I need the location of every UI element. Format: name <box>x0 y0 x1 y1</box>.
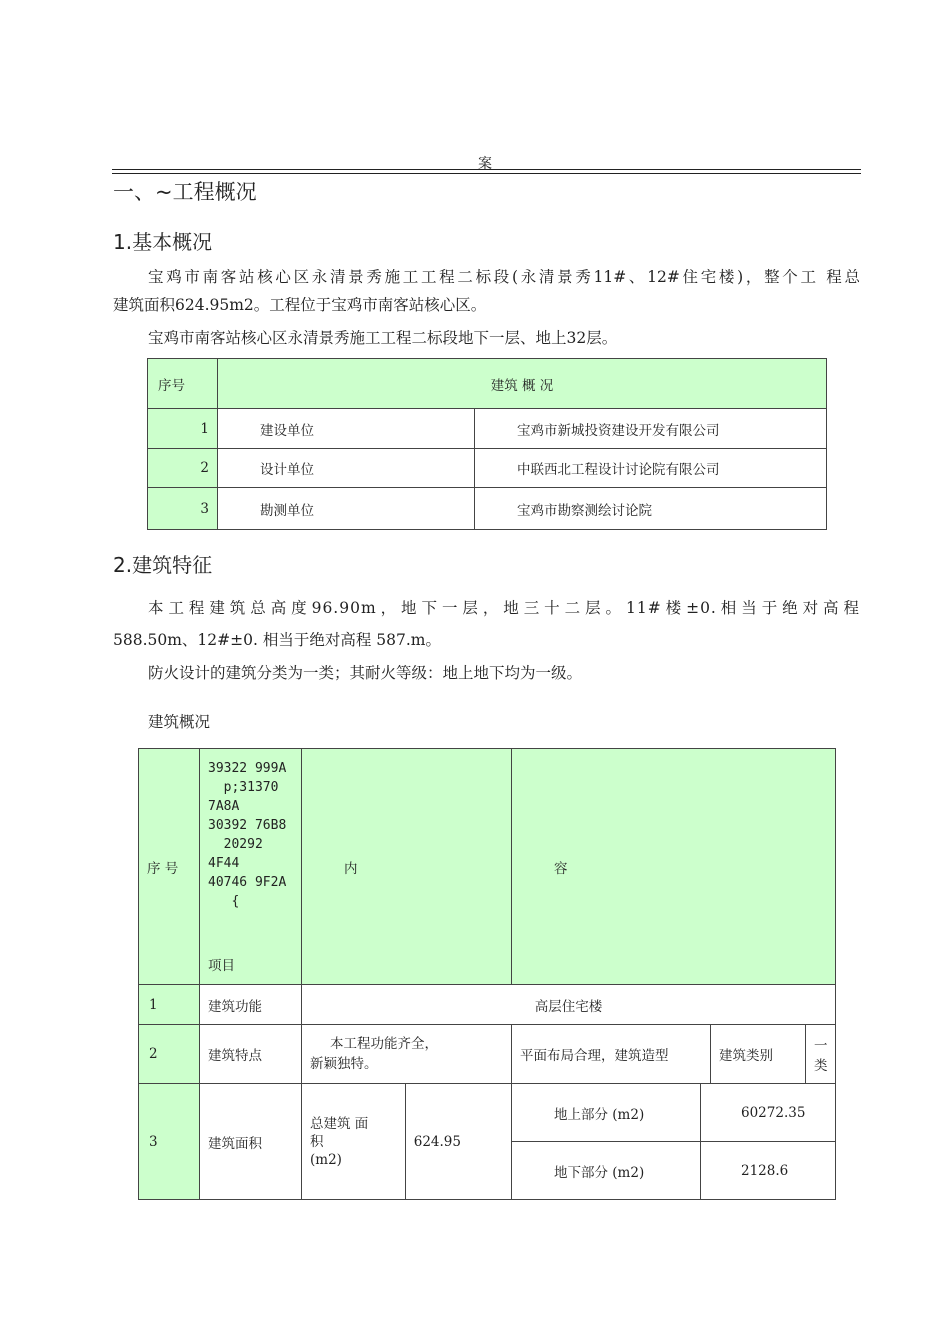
section1-para1-line1: 宝鸡市南客站核心区永清景秀施工工程二标段(永清景秀11#、12#住宅楼)，整个工 程总 <box>148 268 860 286</box>
total-area-value: 624.95 <box>405 1084 511 1200</box>
row-label: 勘测单位 <box>218 488 475 530</box>
row-value: 中联西北工程设计讨论院有限公司 <box>475 449 827 488</box>
feature-text-2: 平面布局合理，建筑造型 <box>512 1025 711 1084</box>
section1-para2: 宝鸡市南客站核心区永清景秀施工工程二标段地下一层、地上32层。 <box>148 329 618 347</box>
feature-text-1-line1: 本工程功能齐全， <box>330 1036 438 1052</box>
th-seq: 序号 <box>148 359 218 409</box>
row-label: 建设单位 <box>218 409 475 449</box>
section1-title: 一、~工程概况 <box>113 180 257 204</box>
section2-para1-line1: 本工程建筑总高度96.90m，地下一层，地三十二层。11#楼±0.相当于绝对高程 <box>148 599 860 617</box>
th-seq: 序 号 <box>139 749 200 985</box>
feature-text-1 <box>302 1025 512 1084</box>
th-item <box>200 749 302 985</box>
total-area-label-line1: 总建筑 面 <box>310 1115 369 1132</box>
header-rule-bottom <box>112 173 861 174</box>
total-area-label-line2: 积 <box>310 1133 324 1150</box>
overview-table <box>147 358 827 530</box>
section2-para1-line2: 588.50m、12#±0. 相当于绝对高程 587.m。 <box>113 631 441 649</box>
header-rule-top <box>112 169 861 170</box>
building-table <box>138 748 836 1200</box>
row-value: 宝鸡市新城投资建设开发有限公司 <box>475 409 827 449</box>
row-label: 设计单位 <box>218 449 475 488</box>
feature-text-1-line2: 新颖独特。 <box>310 1056 378 1072</box>
th-nei: 内 <box>302 749 512 985</box>
category-value: 一类 <box>806 1025 836 1084</box>
below-ground-label: 地下部分 (m2) <box>512 1142 701 1200</box>
th-rong: 容 <box>512 749 836 985</box>
row-label: 建筑功能 <box>200 985 302 1025</box>
row-seq: 1 <box>139 985 200 1025</box>
table-caption: 建筑概况 <box>148 713 211 731</box>
category-label: 建筑类别 <box>711 1025 806 1084</box>
th-item-code: 39322 999A p;31370 7A8A 30392 76B8 20292 4F44 40746 9F2A { <box>208 761 287 909</box>
row-seq: 2 <box>139 1025 200 1084</box>
row-seq: 3 <box>148 488 218 530</box>
below-ground-value: 2128.6 <box>701 1142 836 1200</box>
row-seq: 2 <box>148 449 218 488</box>
row-value: 高层住宅楼 <box>302 985 836 1025</box>
section2-para2: 防火设计的建筑分类为一类；其耐火等级：地上地下均为一级。 <box>148 664 583 682</box>
header-char: 案 <box>478 156 492 172</box>
section1-para1-line2: 建筑面积624.95m2。工程位于宝鸡市南客站核心区。 <box>113 296 487 314</box>
th-desc: 建筑 概 况 <box>218 359 827 409</box>
row-value: 宝鸡市勘察测绘讨论院 <box>475 488 827 530</box>
row-label: 建筑特点 <box>200 1025 302 1084</box>
section2-title: 2.建筑特征 <box>113 553 213 577</box>
th-item-label: 项目 <box>208 958 235 974</box>
total-area-label-line3: (m2) <box>310 1151 342 1168</box>
row-label: 建筑面积 <box>200 1084 302 1200</box>
above-ground-value: 60272.35 <box>701 1084 836 1142</box>
row-seq: 1 <box>148 409 218 449</box>
section1-subtitle: 1.基本概况 <box>113 230 213 254</box>
above-ground-label: 地上部分 (m2) <box>512 1084 701 1142</box>
row-seq: 3 <box>139 1084 200 1200</box>
total-area-label <box>302 1084 406 1200</box>
